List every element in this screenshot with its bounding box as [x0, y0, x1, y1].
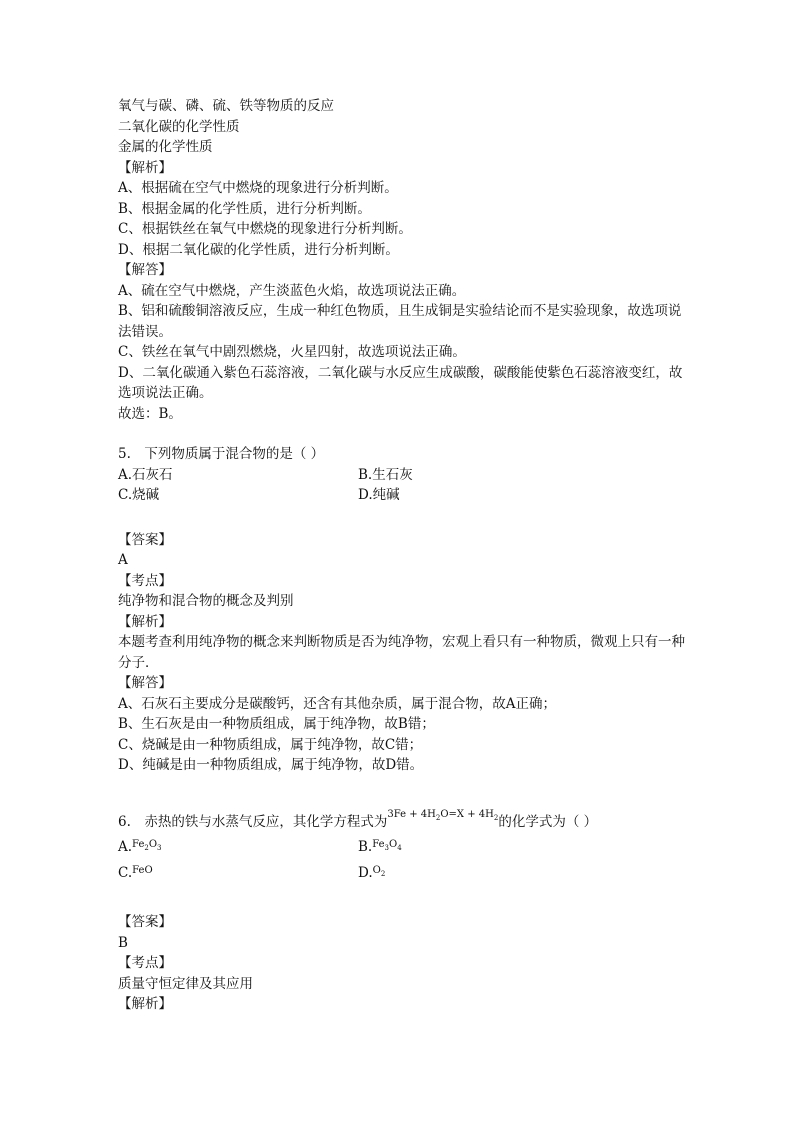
q5-analysis: 本题考查利用纯净物的概念来判断物质是否为纯净物，宏观上看只有一种物质，微观上只有一种分子．	[118, 634, 685, 671]
option-c: C.烧碱	[118, 487, 160, 503]
feo-formula: FeO	[132, 864, 153, 876]
q5-solution-d: D、纯碱是由一种物质组成，属于纯净物，故D错。	[118, 757, 424, 773]
answer-d: D、二氧化碳通入紫色石蕊溶液，二氧化碳与水反应生成碳酸，碳酸能使紫色石蕊溶液变红，故选项说法正确。	[118, 364, 683, 401]
q6-option-d: D.$^{O_2}$	[358, 864, 386, 881]
q6-point: 质量守恒定律及其应用	[118, 975, 253, 992]
answer-b: B、铝和硫酸铜溶液反应，生成一种红色物质，且生成铜是实验结论而不是实验现象，故选项说法错误。	[118, 303, 682, 340]
option-a: A.石灰石	[118, 466, 173, 483]
q6-option-c: C.$^{FeO}$	[118, 864, 153, 881]
o2-formula: O2	[372, 864, 386, 878]
fe2o3-formula: Fe2O3	[132, 839, 162, 852]
option-d: D.纯碱	[358, 487, 400, 503]
q6-stem-a: 6. 赤热的铁与水蒸气反应，其化学方程式为	[118, 813, 388, 830]
q5-point-header: 【考点】	[118, 572, 172, 589]
q6-analysis-header: 【解析】	[118, 996, 172, 1012]
q5-solution-b: B、生石灰是由一种物质组成，属于纯净物，故B错；	[118, 716, 435, 732]
point-2: 二氧化碳的化学性质	[118, 118, 240, 135]
q5-answer: A	[118, 552, 128, 568]
answer-c: C、铁丝在氧气中剧烈燃烧，火星四射，故选项说法正确。	[118, 344, 466, 360]
q6-answer: B	[118, 934, 128, 951]
analysis-b: B、根据金属的化学性质，进行分析判断。	[118, 200, 371, 217]
document-page	[118, 96, 688, 1015]
option-b: B.生石灰	[358, 466, 413, 483]
question-6-stem	[118, 808, 688, 838]
point-3: 金属的化学性质	[118, 139, 213, 155]
q5-solution-c: C、烧碱是由一种物质组成，属于纯净物，故C错；	[118, 736, 423, 753]
analysis-header: 【解析】	[118, 159, 172, 176]
q5-point: 纯净物和混合物的概念及判别	[118, 593, 294, 609]
answer-a: A、硫在空气中燃烧，产生淡蓝色火焰，故选项说法正确。	[118, 282, 466, 299]
choice-line: 故选：B。	[118, 405, 182, 422]
fe3o4-formula: Fe3O4	[372, 839, 402, 852]
equation-image: 3Fe + 4H2O=X + 4H2	[387, 808, 499, 822]
analysis-d: D、根据二氧化碳的化学性质，进行分析判断。	[118, 241, 399, 258]
q6-option-b: B.$^{Fe_3O_4}$	[358, 839, 402, 855]
answer-header: 【解答】	[118, 262, 172, 278]
q5-analysis-header: 【解析】	[118, 613, 172, 630]
analysis-a: A、根据硫在空气中燃烧的现象进行分析判断。	[118, 180, 398, 196]
q5-solution-a: A、石灰石主要成分是碳酸钙，还含有其他杂质，属于混合物，故A正确；	[118, 695, 556, 712]
q6-stem-b: 的化学式为（ ）	[498, 813, 598, 830]
question-6-options	[118, 837, 688, 888]
analysis-c: C、根据铁丝在氧气中燃烧的现象进行分析判断。	[118, 221, 412, 237]
q5-answer-header: 【答案】	[118, 531, 172, 548]
point-1: 氧气与碳、磷、硫、铁等物质的反应	[118, 98, 334, 114]
q6-answer-header: 【答案】	[118, 914, 172, 930]
question-5-stem: 5. 下列物质属于混合物的是（ ）	[118, 446, 325, 462]
q6-point-header: 【考点】	[118, 955, 172, 971]
question-5-options	[118, 465, 688, 506]
q6-option-a: A.$^{Fe_2O_3}$	[118, 839, 162, 855]
q5-solution-header: 【解答】	[118, 675, 172, 691]
